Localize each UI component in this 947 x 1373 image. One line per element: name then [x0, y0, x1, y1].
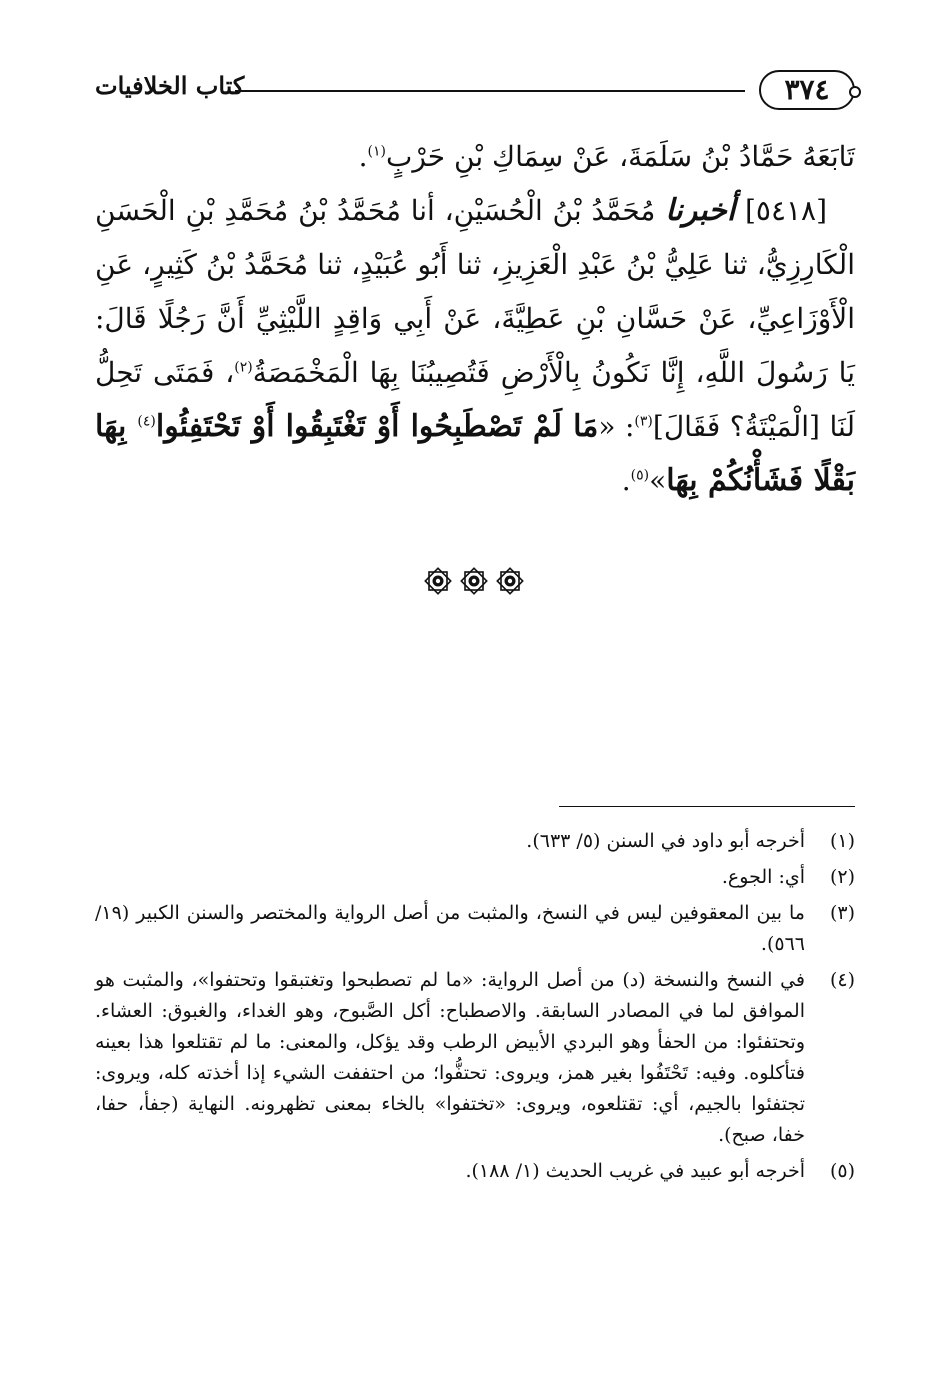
- footnote-ref-3[interactable]: (٣): [634, 413, 653, 430]
- paragraph-text: تَابَعَهُ حَمَّادُ بْنُ سَلَمَةَ، عَنْ سِمَاكِ بْنِ حَرْبٍ: [385, 140, 855, 173]
- footnote-number: (٥): [829, 1160, 855, 1182]
- footnote-2: [95, 862, 855, 893]
- footnote-ref-2[interactable]: (٢): [234, 359, 253, 376]
- hadith-matn-part2: بِهَا بَقْلًا فَشَأْنُكُمْ بِهَا: [95, 409, 855, 498]
- hadith-end: .: [621, 464, 631, 497]
- footnote-text: أخرجه أبو عبيد في غريب الحديث (١/ ١٨٨).: [465, 1160, 805, 1182]
- hadith-isnad: مُحَمَّدُ بْنُ الْحُسَيْنِ، أنا مُحَمَّدُ بْنُ مُحَمَّدِ بْنِ الْحَسَنِ الْكَارِزِيُّ، ثنا عَلِيُّ بْنُ عَبْدِ الْعَزِيزِ، ثنا أَبُو عُبَيْدٍ، ثنا مُحَمَّدُ بْنُ كَثِيرٍ، عَنِ الْأَوْزَاعِيِّ، عَنْ حَسَّانِ بْنِ عَطِيَّةَ، عَنْ أَبِي وَاقِدٍ اللَّيْثِيِّ أَنَّ رَجُلًا قَالَ: يَا رَسُولَ اللَّهِ، إِنَّا نَكُونُ بِالْأَرْضِ فَتُصِيبُنَا بِهَا الْمَخْمَصَةُ: [95, 194, 855, 389]
- header-rule: [235, 90, 745, 92]
- footnote-number: (٤): [829, 969, 855, 991]
- footnote-number: (١): [829, 830, 855, 852]
- footnote-separator: [559, 806, 855, 807]
- hadith-matn-part1: مَا لَمْ تَصْطَبِحُوا أَوْ تَغْتَبِقُوا أَوْ تَحْتَفِئُوا: [155, 409, 599, 444]
- footnote-text: أخرجه أبو داود في السنن (٥/ ٦٣٣).: [526, 830, 805, 852]
- octagonal-flower-icon: [423, 566, 453, 596]
- octagonal-flower-icon: [495, 566, 525, 596]
- main-text: [95, 130, 855, 508]
- hadith-matn-close: »: [649, 464, 667, 497]
- footnote-4: [95, 965, 855, 1151]
- footnote-text: أي: الجوع.: [721, 866, 805, 888]
- paragraph-end: .: [358, 140, 368, 173]
- page-number: ٣٧٤: [759, 70, 855, 110]
- footnote-ref-5[interactable]: (٥): [630, 467, 650, 484]
- paragraph-hadith: [95, 184, 855, 508]
- hadith-colon: : «: [598, 410, 635, 443]
- footnote-ref-1[interactable]: (١): [367, 143, 386, 160]
- running-header: [95, 70, 855, 114]
- hadith-number: [٥٤١٨]: [744, 194, 828, 227]
- footnote-text: ما بين المعقوفين ليس في النسخ، والمثبت من أصل الرواية والمختصر والسنن الكبير (١٩/ ٥٦٦).: [95, 902, 805, 955]
- footnote-5: [95, 1156, 855, 1187]
- section-ornament: [0, 566, 947, 596]
- footnote-ref-4[interactable]: (٤): [137, 413, 156, 430]
- akhbarana-label: أخبرنا: [665, 193, 736, 228]
- footnote-number: (٢): [829, 866, 855, 888]
- paragraph-mutaba: [95, 130, 855, 184]
- hadith-question: ، فَمَتَى تَحِلُّ لَنَا [الْمَيْتَةُ؟ فَقَالَ]: [95, 356, 856, 443]
- footnote-3: [95, 898, 855, 960]
- book-title: كتاب الخلافيات: [95, 71, 245, 100]
- footnote-text: في النسخ والنسخة (د) من أصل الرواية: «ما لم تصطبحوا وتغتبقوا وتحتفوا»، والمثبت هو الموافق لما في المصادر السابقة. والاصطباح: أكل الصَّبوح، وهو الغداء، والغبوق: العشاء. وتحتفئوا: من الحفأ وهو البردي الأبيض الرطب وقد يؤكل، والمعنى: ما لم تقتلعوا هذا بعينه فتأكلوه. وفيه: تَحْتَفُوا بغير همز، ويروى: تحتفُّوا؛ من احتففت الشيء إذا أخذته كله، ويروى: تجتفئوا بالجيم، أي: تقتلعوه، ويروى: «تختفوا» بالخاء بمعنى تظهرونه. النهاية (جفأ، حفا، خفا، صبح).: [95, 969, 805, 1146]
- footnotes: [95, 826, 855, 1192]
- footnote-number: (٣): [829, 902, 855, 924]
- footnote-1: [95, 826, 855, 857]
- octagonal-flower-icon: [459, 566, 489, 596]
